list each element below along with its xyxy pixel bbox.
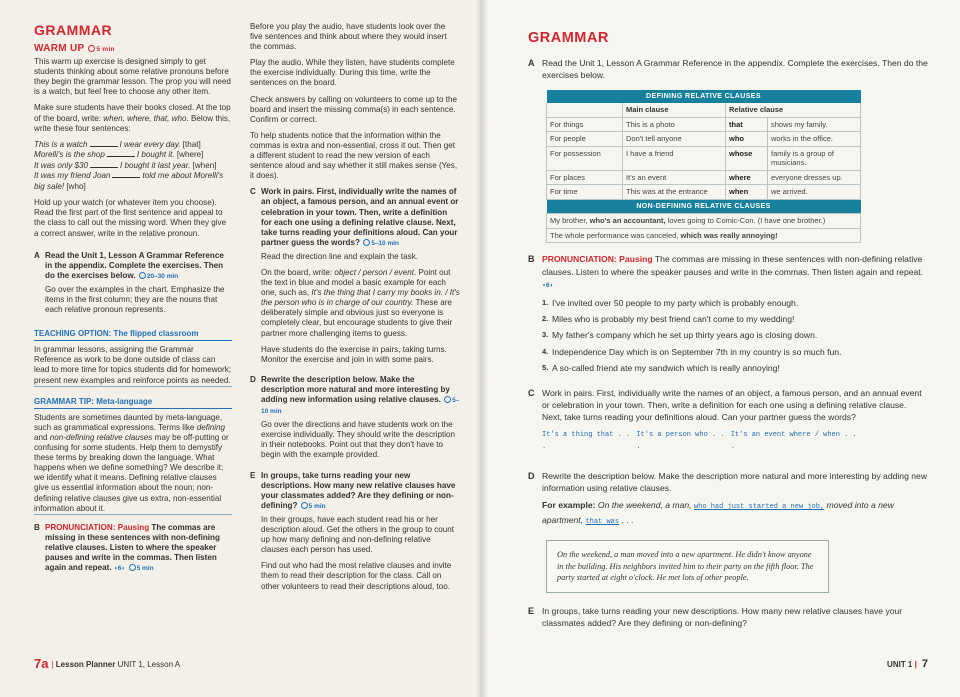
relative-clauses-table [546, 90, 861, 244]
procedure-text: Check answers by calling on volunteers to come up to the board and insert the missing comma(s) in each sentence. Confirm or correct. [250, 94, 457, 124]
list-item: 5. A so-called friend ate my sandwich which is really annoying! [542, 363, 780, 374]
activity-c: C Work in pairs. First, individually write the names of an object, a famous person, and an annual event or celebration in your town. Then, write a definition for each one using a defining relative clause. Next, take turns reading your definitions aloud. Can your partner guess the words? 5–10 min Read the direction line and explain the task. On the board, write: object / person / event. Point out the text in blue and model a basic example for each one, such as, It's the thing that I carry my books in. / It's the person who is in charge of our country. These are deliberately simple and obvious just so everyone is completely clear, but encourage students to give their partner more challenging items to guess. Have students do the exercise in pairs, taking turns. Monitor the exercise and join in with some pairs. [250, 187, 460, 364]
sentence: This is a watch I wear every day. [that] [34, 139, 201, 149]
list-item: 3. My father's company which he set up thirty years ago is closing down. [542, 330, 818, 341]
planner-column-1 [34, 22, 232, 574]
clock-icon [129, 564, 136, 571]
procedure-text: To help students notice that the information within the commas is extra and non-essential, cross it out. Then get a different student to read the new version of each sentence aloud and say whether it still makes sense (Yes, it does). [250, 130, 458, 181]
list-item: 1. I've invited over 50 people to my party which is probably enough. [542, 297, 799, 308]
grammar-tip-heading: GRAMMAR TIP: Meta-language [34, 397, 232, 409]
activity-d: D Rewrite the description below. Make the description more natural and more interesting by adding new information using relative clauses. 5–10 min Go over the directions and have students work on the exercise individually. They should write the description in their notebooks. Point out that they don't have to begin with the example provided. [250, 374, 460, 460]
table-row: For people Don't tell anyone who works in the office. [547, 132, 861, 147]
exercise-d: D Rewrite the description below. Make the description more natural and more interesting by adding new information using relative clauses. For example: On the weekend, a man, who had just started a new job, moved into a new apartment, that was . . . [528, 470, 928, 529]
page-footer: UNIT 1 | 7 [887, 658, 928, 670]
table-subtitle: NON-DEFINING RELATIVE CLAUSES [547, 199, 861, 214]
clock-icon [88, 45, 95, 52]
table-row: My brother, who's an accountant, loves going to Comic-Con. (I have one brother.) [547, 214, 861, 229]
sentence-list [542, 297, 928, 375]
sentence: It was my friend Joan told me about Morelli's big sale! [who] [34, 171, 224, 191]
clock-icon [139, 272, 146, 279]
clock-icon [301, 502, 308, 509]
activity-a: A Read the Unit 1, Lesson A Grammar Reference in the appendix. Complete the exercises. Then do the exercises below. 20–30 min Go over the examples in the chart. Emphasize the items in the first column; they are the nouns that each relative pronoun represents. [34, 250, 225, 315]
table-title: DEFINING RELATIVE CLAUSES [547, 90, 861, 104]
exercise-b: B PRONUNCIATION: Pausing The commas are missing in these sentences with non-defining relative clauses. Listen to where the speaker pauses and write in the commas. Then listen again and repeat. ◖6◗ 1. I've invited over 50 people to my party which is probably enough. 2. Miles who is probably my best friend can't come to my wedding! 3. My father's company which he set up thirty years ago is closing down. 4. Independence Day which is on September 7th in my country is so much fun. 5. A so-called friend ate my sandwich which is really annoying! [528, 253, 928, 378]
activity-b: B PRONUNCIATION: Pausing The commas are missing in these sentences with non-defining relative clauses. Listen to where the speaker pauses and write in the commas. Then listen again and repeat. ◖6◗ 5 min [34, 522, 220, 573]
table-row: For things This is a photo that shows my family. [547, 117, 861, 132]
grammar-heading: GRAMMAR [528, 30, 609, 46]
audio-track-icon[interactable]: ◖6◗ [542, 282, 554, 290]
table-row: For time This was at the entrance when we arrived. [547, 185, 861, 200]
table-header-row: Main clause Relative clause [547, 103, 861, 117]
table-row: For possession I have a friend whose family is a group of musicians. [547, 146, 861, 170]
grammar-tip-text: Students are sometimes daunted by meta-language, such as grammatical expressions. Terms like defining and non-defining relative clauses may be off-putting or confusing for some students. Help them to demystify these terms by breaking down the language. What happens when we define something? We describe it; we identify what it means. Defining relative clauses give us essential information about the noun; non-defining relative clauses give us extra, non-essential information about it. [34, 413, 232, 515]
procedure-text: Play the audio. While they listen, have students complete the exercise individually. During this time, write the sentences on the board. [250, 58, 455, 88]
planner-column-2 [250, 22, 460, 598]
example: For example: On the weekend, a man, who had just started a new job, moved into a new apartment, that was . . . [542, 500, 894, 526]
activity-e: E In groups, take turns reading your new descriptions. How many new relative clauses have your classmates added? Are they defining or non-defining? 5 min In their groups, have each student read his or her description aloud. Get the others in the group to count up how many defining and non-defining relative clauses each person has used. Find out who had the most relative clauses and invite them to read their description for the class. Call on other volunteers to read their descriptions aloud, too. [250, 470, 456, 591]
table-row: For places It's an event where everyone dresses up. [547, 170, 861, 185]
warm-up-procedure: Hold up your watch (or whatever item you choose). Read the first part of the first sentence and appeal to the class to call out the missing word. When they give a correct answer, write in the relative pronoun. [34, 198, 227, 238]
warm-up-text: This warm up exercise is designed simply to get students thinking about some relative pronouns before they begin the grammar lesson. The prop you will need is a watch, but feel free to choose any other item. [34, 57, 231, 97]
teaching-option-heading: TEACHING OPTION: The flipped classroom [34, 329, 232, 341]
clock-icon [444, 396, 451, 403]
list-item: 2. Miles who is probably my best friend can't come to my wedding! [542, 313, 795, 324]
page-number: 7 [921, 658, 928, 670]
page-number: 7a [34, 656, 49, 671]
warm-up-instructions: Make sure students have their books closed. At the top of the board, write: when, where, that, who. Below this, write these four sentences: [34, 103, 231, 133]
table-row: The whole performance was canceled, which was really annoying! [547, 228, 861, 243]
exercise-a: A Read the Unit 1, Lesson A Grammar Reference in the appendix. Complete the exercises. Then do the exercises below. [528, 58, 928, 81]
procedure-text: Before you play the audio, have students look over the five sentences and think about where they would insert the commas. [250, 22, 447, 52]
description-box: On the weekend, a man moved into a new apartment. He didn't know anyone in the building. His neighbors invited him to their party on the fifth floor. The party started at eight o'clock. He met lots of other people. [546, 540, 829, 593]
sentence: Morelli's is the shop I bought it. [where] [34, 150, 204, 160]
student-book-page [482, 0, 960, 697]
teaching-option-text: In grammar lessons, assigning the Grammar Reference as work to be done outside of class can lead to more time for topics students did for homework; present new examples and reinforce points as needed. [34, 345, 232, 386]
sentence: It was only $30 I bought it last year. [when] [34, 160, 217, 170]
page-footer: 7a | Lesson Planner UNIT 1, Lesson A [34, 656, 181, 671]
book-gutter [476, 0, 488, 697]
exercise-e: E In groups, take turns reading your new descriptions. How many new relative clauses have your classmates added? Are they defining or non-defining? [528, 605, 903, 629]
grammar-heading: GRAMMAR [34, 22, 113, 38]
example-prompts: It's a thing that . . . It's a person who . . . It's an event where / when . . . [542, 430, 857, 452]
audio-track-icon[interactable]: ◖6◗ [113, 565, 126, 573]
warm-up-heading: WARM UP 5 min [34, 43, 115, 54]
exercise-c: C Work in pairs. First, individually write the names of an object, a famous person, and an annual event or celebration in your town. Then, write a definition for each one using a defining relative clause. Next, take turns reading your definitions aloud. Can your partner guess the words? It's a thing that . . . It's a person who . . . It's an event where / when . . . [528, 387, 928, 462]
warm-up-sentences [34, 140, 232, 193]
clock-icon [363, 239, 370, 246]
list-item: 4. Independence Day which is on September 7th in my country is so much fun. [542, 346, 842, 357]
student-content [528, 30, 928, 638]
